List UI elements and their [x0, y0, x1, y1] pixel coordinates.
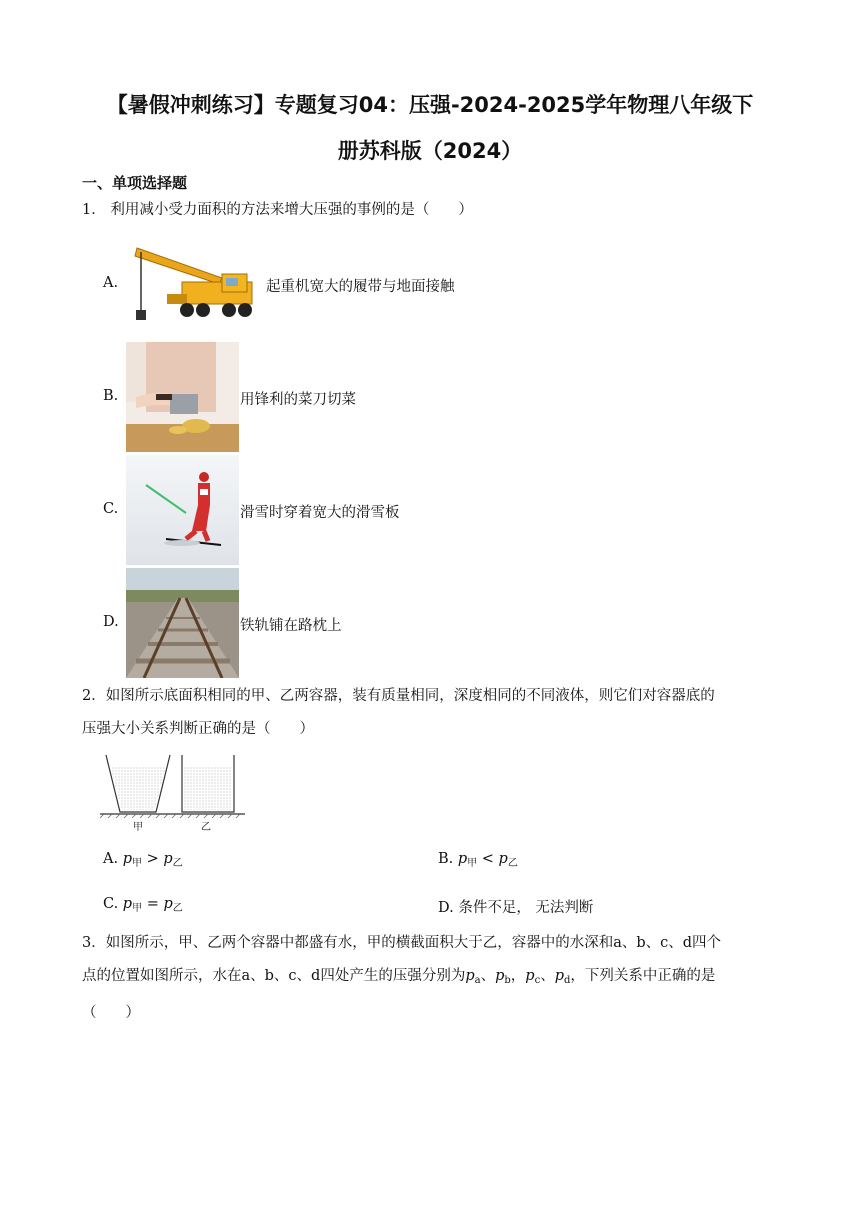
- q2-option-b-letter: B.: [438, 851, 454, 867]
- q3-line2-pre: 点的位置如图所示，水在a、b、c、d四处产生的压强分别为: [82, 968, 466, 984]
- q3-pb: p: [495, 968, 505, 984]
- q3-pd-sub: d: [564, 975, 571, 986]
- q2-option-c-letter: C.: [103, 896, 119, 912]
- title-line-2: 册苏科版（2024）: [337, 139, 523, 163]
- q2-b-op: <: [481, 851, 494, 867]
- q1-option-a-letter: A.: [103, 275, 119, 291]
- q2-c-sub-left: 甲: [132, 903, 143, 914]
- q3-pc: p: [525, 968, 535, 984]
- question-3-stem-line-3: （ ）: [82, 1005, 140, 1021]
- q2-c-sub-right: 乙: [172, 903, 183, 914]
- q2-c-left: p: [122, 896, 133, 912]
- crane-truck-photo: [127, 238, 262, 333]
- q1-option-c-letter: C.: [103, 501, 119, 517]
- q2-a-right: p: [163, 851, 173, 867]
- q3-pa: p: [465, 968, 475, 984]
- question-2-stem-line-1: 2．如图所示底面积相同的甲、乙两容器，装有质量相同，深度相同的不同液体，则它们对容器底的: [82, 688, 715, 704]
- containers-figure: [100, 752, 245, 832]
- q2-a-left: p: [122, 851, 132, 867]
- q3-pa-sub: a: [474, 975, 481, 986]
- q1-option-d-text: 铁轨铺在路枕上: [240, 618, 342, 634]
- q2-option-a-letter: A.: [103, 851, 119, 867]
- question-2-stem-line-2: 压强大小关系判断正确的是（ ）: [82, 721, 314, 737]
- q2-option-d-letter: D.: [438, 900, 454, 916]
- q3-sep1: 、: [480, 968, 496, 984]
- q2-b-sub-right: 乙: [507, 858, 518, 869]
- section-heading: 一、单项选择题: [82, 174, 188, 192]
- q2-b-right: p: [498, 851, 508, 867]
- q3-pd: p: [554, 968, 564, 984]
- q2-option-d: [438, 896, 593, 917]
- q2-option-d-text: 条件不足， 无法判断: [458, 900, 594, 916]
- q2-option-c: [103, 896, 183, 914]
- question-3-stem-line-1: 3．如图所示，甲、乙两个容器中都盛有水，甲的横截面积大于乙，容器中的水深和a、b、c、d四个: [82, 935, 722, 951]
- q2-a-sub-right: 乙: [172, 858, 183, 869]
- kitchen-knife-photo: [126, 342, 239, 452]
- title-line-1: 【暑假冲刺练习】专题复习04：压强-2024-2025学年物理八年级下: [106, 93, 754, 117]
- q2-option-b: [438, 851, 518, 869]
- railway-photo: [126, 568, 239, 678]
- q1-option-d-letter: D.: [103, 614, 119, 630]
- q2-a-sub-left: 甲: [132, 858, 142, 869]
- q1-option-c-text: 滑雪时穿着宽大的滑雪板: [240, 505, 400, 521]
- q2-option-a: [103, 851, 183, 869]
- q1-option-b-text: 用锋利的菜刀切菜: [240, 392, 356, 408]
- page-title: [60, 82, 800, 174]
- q3-sep2: ，: [510, 968, 526, 984]
- question-3-stem: [82, 927, 782, 1030]
- label-yi: 乙: [201, 822, 211, 833]
- label-jia: 甲: [133, 822, 143, 833]
- q1-option-b-letter: B.: [103, 388, 119, 404]
- q1-option-a-text: 起重机宽大的履带与地面接触: [266, 279, 455, 295]
- q2-b-sub-left: 甲: [467, 858, 478, 869]
- q2-b-left: p: [457, 851, 468, 867]
- q2-a-op: >: [146, 851, 159, 867]
- question-3-stem-line-2: [82, 960, 782, 997]
- q2-c-right: p: [163, 896, 173, 912]
- q3-sep3: 、: [540, 968, 555, 984]
- q2-c-op: =: [146, 896, 159, 912]
- skier-photo: [126, 455, 239, 565]
- question-1-stem: 1． 利用减小受力面积的方法来增大压强的事例的是（ ）: [82, 202, 473, 218]
- q3-line2-post: ，下列关系中正确的是: [570, 968, 716, 984]
- question-2-stem: [82, 680, 782, 746]
- q3-pb-sub: b: [504, 975, 511, 986]
- q3-pc-sub: c: [534, 975, 541, 986]
